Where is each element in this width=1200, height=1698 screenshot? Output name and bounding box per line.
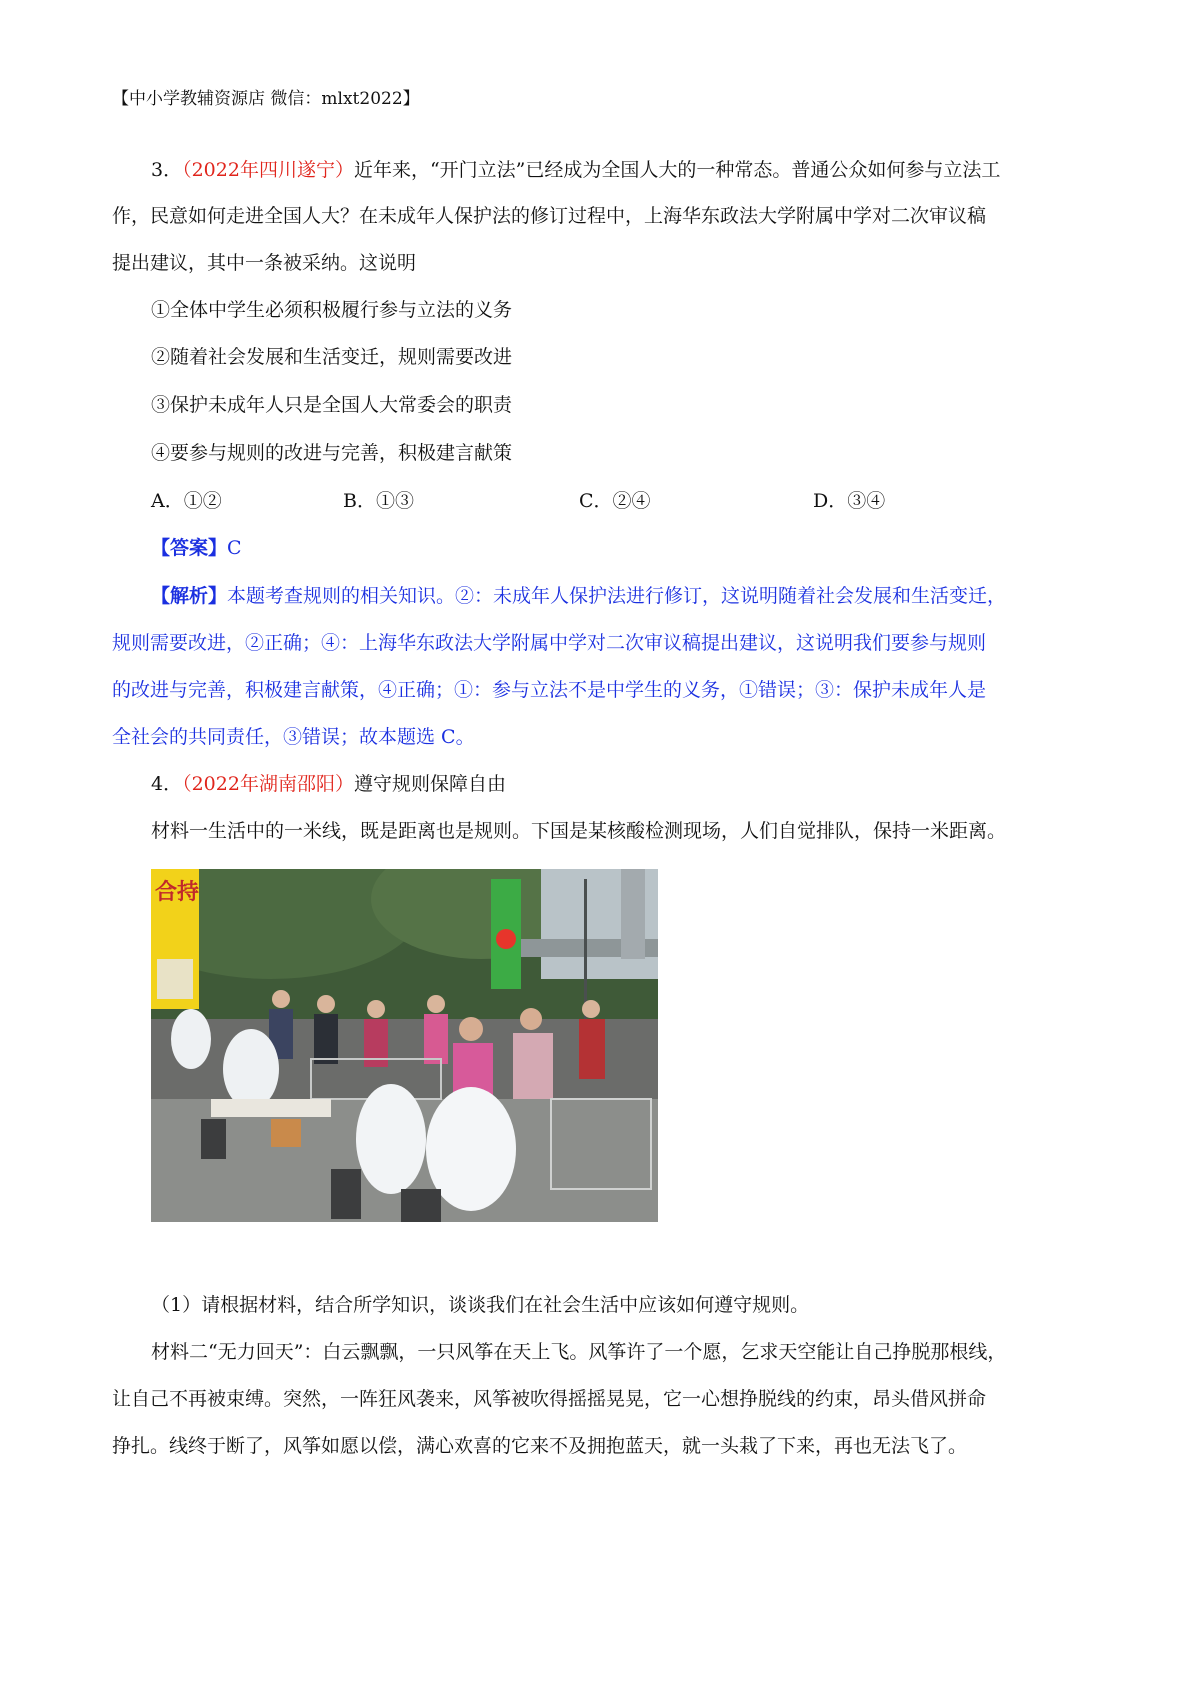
q3-option-c: C．②④ bbox=[579, 490, 651, 512]
q3-analysis-first-line bbox=[151, 583, 1006, 609]
q3-statement: ④要参与规则的改进与完善，积极建言献策 bbox=[151, 442, 513, 464]
q3-option-b: B．①③ bbox=[343, 490, 414, 512]
q4-sub-question-1: （1）请根据材料，结合所学知识，谈谈我们在社会生活中应该如何遵守规则。 bbox=[151, 1294, 810, 1316]
testing-site-illustration bbox=[151, 869, 658, 1222]
analysis-line1: 本题考查规则的相关知识。②：未成年人保护法进行修订，这说明随着社会发展和生活变迁， bbox=[227, 585, 1007, 607]
answer-value: C bbox=[227, 537, 242, 559]
q3-statement: ②随着社会发展和生活变迁，规则需要改进 bbox=[151, 346, 513, 368]
q3-answer bbox=[151, 535, 242, 561]
answer-label: 【答案】 bbox=[151, 537, 228, 559]
q4-material2-line2: 让自己不再被束缚。突然，一阵狂风袭来，风筝被吹得摇摇晃晃，它一心想挣脱线的约束，昂头借风拼命 bbox=[112, 1388, 987, 1410]
q3-first-line bbox=[151, 157, 1000, 183]
q3-statement: ①全体中学生必须积极履行参与立法的义务 bbox=[151, 299, 513, 321]
testing-site-photo bbox=[151, 869, 658, 1222]
q3-stem-line2: 作，民意如何走进全国人大？在未成年人保护法的修订过程中，上海华东政法大学附属中学对二次审议稿 bbox=[112, 205, 987, 227]
q4-first-line bbox=[151, 771, 506, 797]
q3-option-a: A．①② bbox=[151, 490, 222, 512]
q3-option-d: D．③④ bbox=[813, 490, 886, 512]
q4-material1: 材料一生活中的一米线，既是距离也是规则。下国是某核酸检测现场，人们自觉排队，保持一米距离。 bbox=[151, 820, 1007, 842]
page-header: 【中小学教辅资源店 微信：mlxt2022】 bbox=[112, 89, 420, 109]
analysis-label: 【解析】 bbox=[151, 585, 228, 607]
q3-number: 3． bbox=[151, 159, 183, 181]
q3-stem-line1: 近年来，“开门立法”已经成为全国人大的一种常态。普通公众如何参与立法工 bbox=[353, 159, 1001, 181]
q4-number: 4． bbox=[151, 773, 183, 795]
banner-text: 合持 bbox=[155, 880, 200, 905]
q4-material2-line3: 挣扎。线终于断了，风筝如愿以偿，满心欢喜的它来不及拥抱蓝天，就一头栽了下来，再也无法飞了。 bbox=[112, 1435, 968, 1457]
q3-statement: ③保护未成年人只是全国人大常委会的职责 bbox=[151, 394, 513, 416]
analysis-line4: 全社会的共同责任，③错误；故本题选 C。 bbox=[112, 726, 475, 748]
q4-material2-line1: 材料二“无力回天”：白云飘飘，一只风筝在天上飞。风筝许了一个愿，乞求天空能让自己挣脱那根线， bbox=[151, 1341, 1007, 1363]
q3-stem-line3: 提出建议，其中一条被采纳。这说明 bbox=[112, 252, 417, 274]
analysis-line2: 规则需要改进，②正确；④：上海华东政法大学附属中学对二次审议稿提出建议，这说明我们要参与规则 bbox=[112, 632, 987, 654]
analysis-line3: 的改进与完善，积极建言献策，④正确；①：参与立法不是中学生的义务，①错误；③：保护未成年人是 bbox=[112, 679, 987, 701]
q4-title: 遵守规则保障自由 bbox=[353, 773, 506, 795]
q3-source: （2022年四川遂宁） bbox=[182, 159, 354, 181]
q4-source: （2022年湖南邵阳） bbox=[182, 773, 354, 795]
